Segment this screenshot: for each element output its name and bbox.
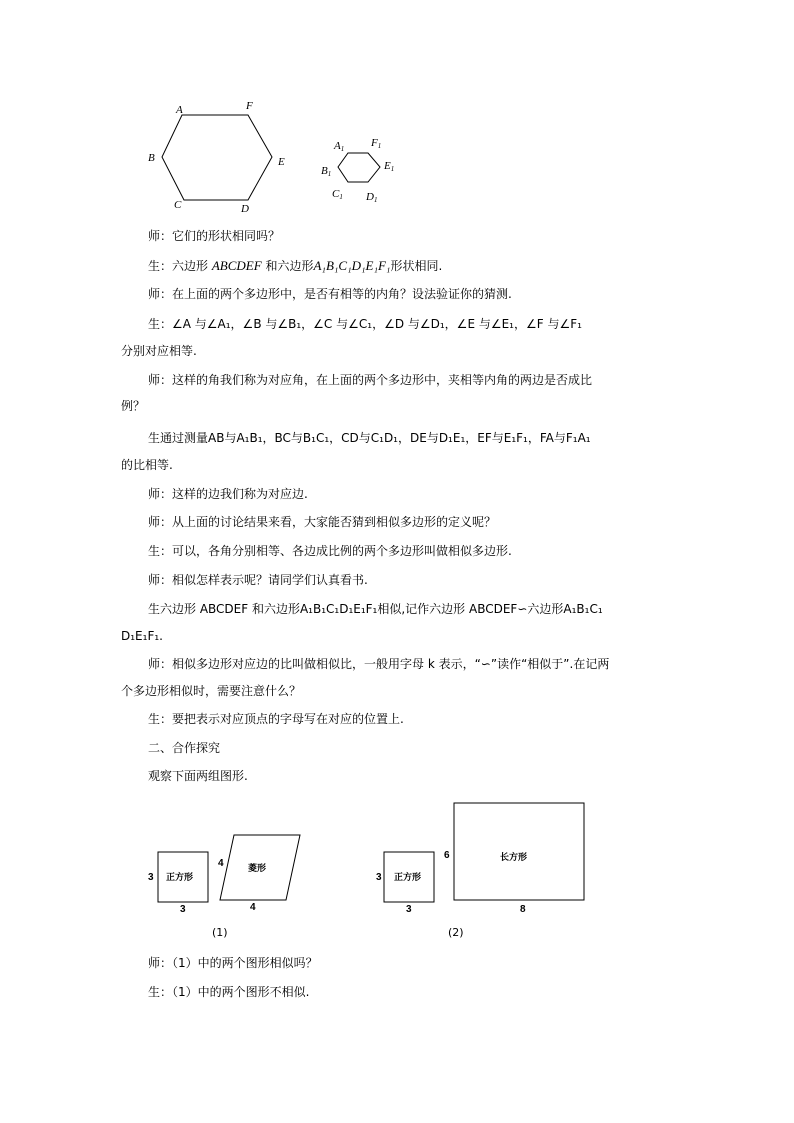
vertex-F1: F1	[371, 137, 382, 150]
line-18: 生：要把表示对应顶点的字母写在对应的位置上.	[148, 712, 404, 726]
vertex-C: C	[174, 199, 182, 211]
line-6: 师：这样的角我们称为对应角，在上面的两个多边形中，夹相等内角的两边是否成比	[148, 373, 593, 387]
line-8: 生通过测量AB与A₁B₁，BC与B₁C₁，CD与C₁D₁，DE与D₁E₁，EF与E₁F₁，FA与F₁A₁	[148, 431, 591, 445]
line-5: 分别对应相等.	[121, 344, 197, 358]
vertex-F: F	[246, 100, 253, 112]
line-2: 生：六边形 ABCDEF 和六边形A₁B₁C₁D₁E₁F₁形状相同.	[148, 258, 443, 273]
line-15: D₁E₁F₁.	[121, 629, 163, 643]
g1-square-label: 正方形	[166, 873, 194, 883]
line-11: 师：从上面的讨论结果来看，大家能否猜到相似多边形的定义呢？	[148, 515, 497, 529]
vertex-D: D	[241, 203, 249, 215]
g2-rect-label: 长方形	[500, 853, 528, 863]
vertex-D1: D1	[366, 191, 378, 204]
g2-rectangle	[454, 803, 584, 900]
line-13: 师：相似怎样表示呢？请同学们认真看书.	[148, 573, 368, 587]
vertex-B: B	[148, 152, 155, 164]
line-7: 例？	[121, 399, 146, 413]
g2-square-bottom: 3	[406, 904, 412, 915]
line-4: 生：∠A 与∠A₁，∠B 与∠B₁，∠C 与∠C₁，∠D 与∠D₁，∠E 与∠E₁，∠F 与∠F₁	[148, 317, 582, 331]
g2-rect-bottom: 8	[520, 904, 526, 915]
vertex-E: E	[278, 156, 285, 168]
vertex-A: A	[176, 104, 183, 116]
line-9: 的比相等.	[121, 458, 173, 472]
g1-caption: (1)	[212, 926, 228, 939]
small-hexagon	[338, 153, 380, 182]
section-heading: 二、合作探究	[148, 741, 221, 755]
vertex-E1: E1	[384, 160, 395, 173]
shape-groups-figure	[140, 798, 610, 948]
line-20: 观察下面两组图形.	[148, 769, 248, 783]
g1-square-side: 3	[148, 872, 154, 883]
g1-rhombus-bottom: 4	[250, 902, 256, 913]
line-1: 师：它们的形状相同吗？	[148, 229, 281, 243]
line-14: 生六边形 ABCDEF 和六边形A₁B₁C₁D₁E₁F₁相似,记作六边形 ABCDEF∽六边形A₁B₁C₁	[148, 602, 603, 616]
line-21: 师：（1）中的两个图形相似吗？	[148, 956, 318, 970]
g2-square-label: 正方形	[394, 873, 422, 883]
g1-rhombus-side: 4	[218, 858, 224, 869]
vertex-B1: B1	[321, 165, 332, 178]
g1-rhombus-label: 菱形	[248, 864, 267, 874]
line-22: 生：（1）中的两个图形不相似.	[148, 985, 310, 999]
line-17: 个多边形相似时，需要注意什么？	[121, 684, 302, 698]
line-10: 师：这样的边我们称为对应边.	[148, 487, 308, 501]
line-12: 生：可以，各角分别相等、各边成比例的两个多边形叫做相似多边形.	[148, 544, 512, 558]
g2-square-side: 3	[376, 872, 382, 883]
g2-caption: (2)	[448, 926, 464, 939]
hexagon-figure	[140, 95, 420, 220]
g2-rect-side: 6	[444, 850, 450, 861]
g1-square-bottom: 3	[180, 904, 186, 915]
large-hexagon	[162, 115, 272, 200]
vertex-A1: A1	[334, 140, 345, 153]
line-16: 师：相似多边形对应边的比叫做相似比，一般用字母 k 表示，“∽”读作“相似于”.在记两	[148, 657, 610, 671]
line-3: 师：在上面的两个多边形中，是否有相等的内角？设法验证你的猜测.	[148, 287, 512, 301]
vertex-C1: C1	[332, 188, 343, 201]
